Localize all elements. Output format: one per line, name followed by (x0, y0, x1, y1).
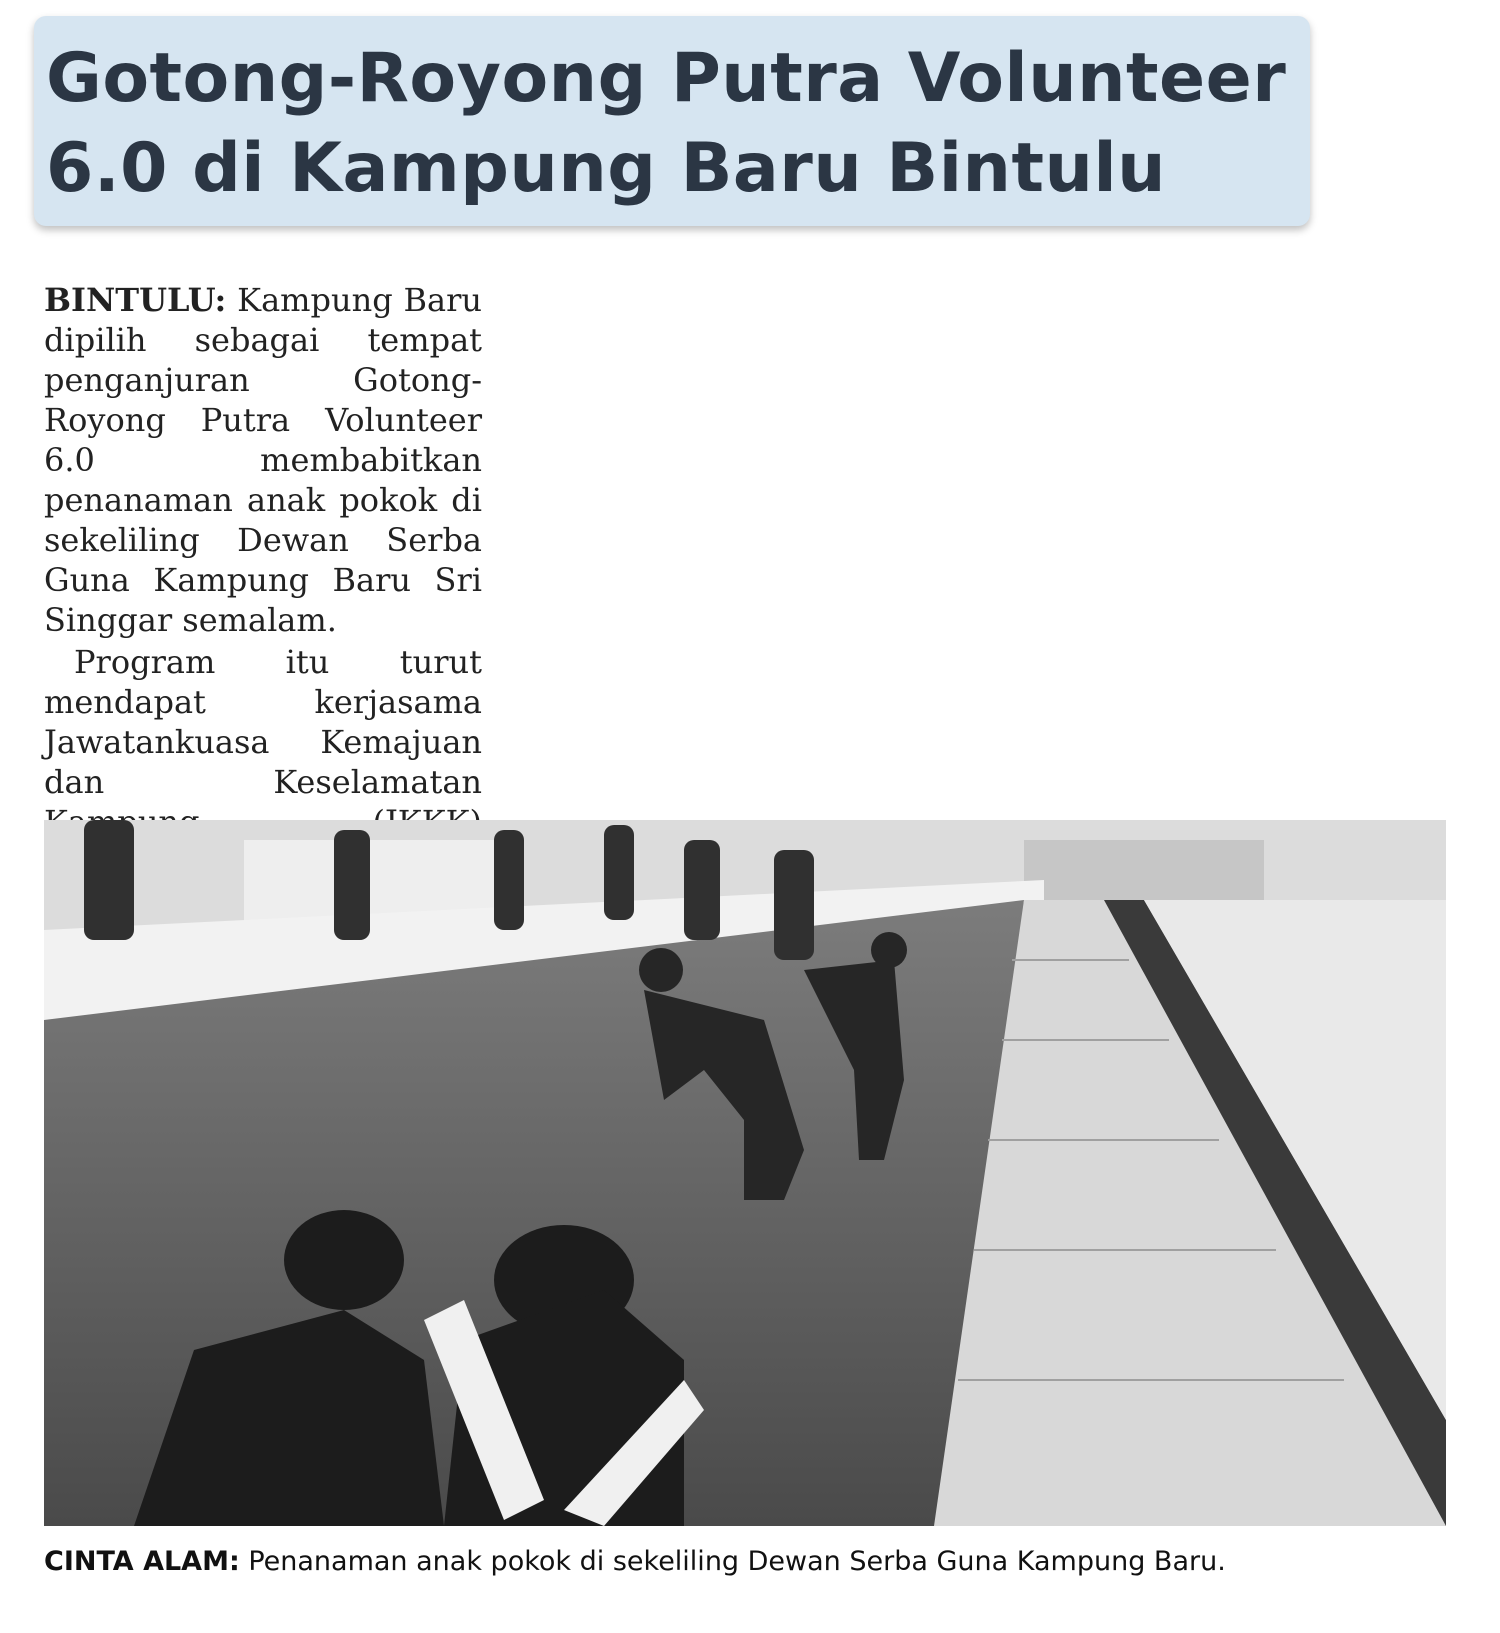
news-photo (44, 820, 1446, 1526)
headline-line-2: 6.0 di Kampung Baru Bintulu (46, 129, 1167, 208)
headline (46, 34, 1306, 214)
paragraph-1 (44, 280, 482, 640)
dateline: BINTULU: (44, 281, 227, 319)
photo-caption (44, 1544, 1446, 1580)
paragraph-1-text: Kampung Baru dipilih sebagai tempat penganjuran Gotong-Royong Putra Volunteer 6.0 membabitkan penanaman anak pokok di sekeliling Dewan Serba Guna Kampung Baru Sri Singgar semalam. (44, 281, 483, 639)
caption-label: CINTA ALAM: (44, 1546, 240, 1577)
article-body (44, 280, 1446, 801)
headline-line-1: Gotong-Royong Putra Volunteer (46, 39, 1287, 118)
paragraph-2: Program itu turut mendapat kerjasama Jawatankuasa Kemajuan dan Keselamatan (44, 643, 482, 801)
caption-text: Penanaman anak pokok di sekeliling Dewan Serba Guna Kampung Baru. (248, 1546, 1226, 1577)
